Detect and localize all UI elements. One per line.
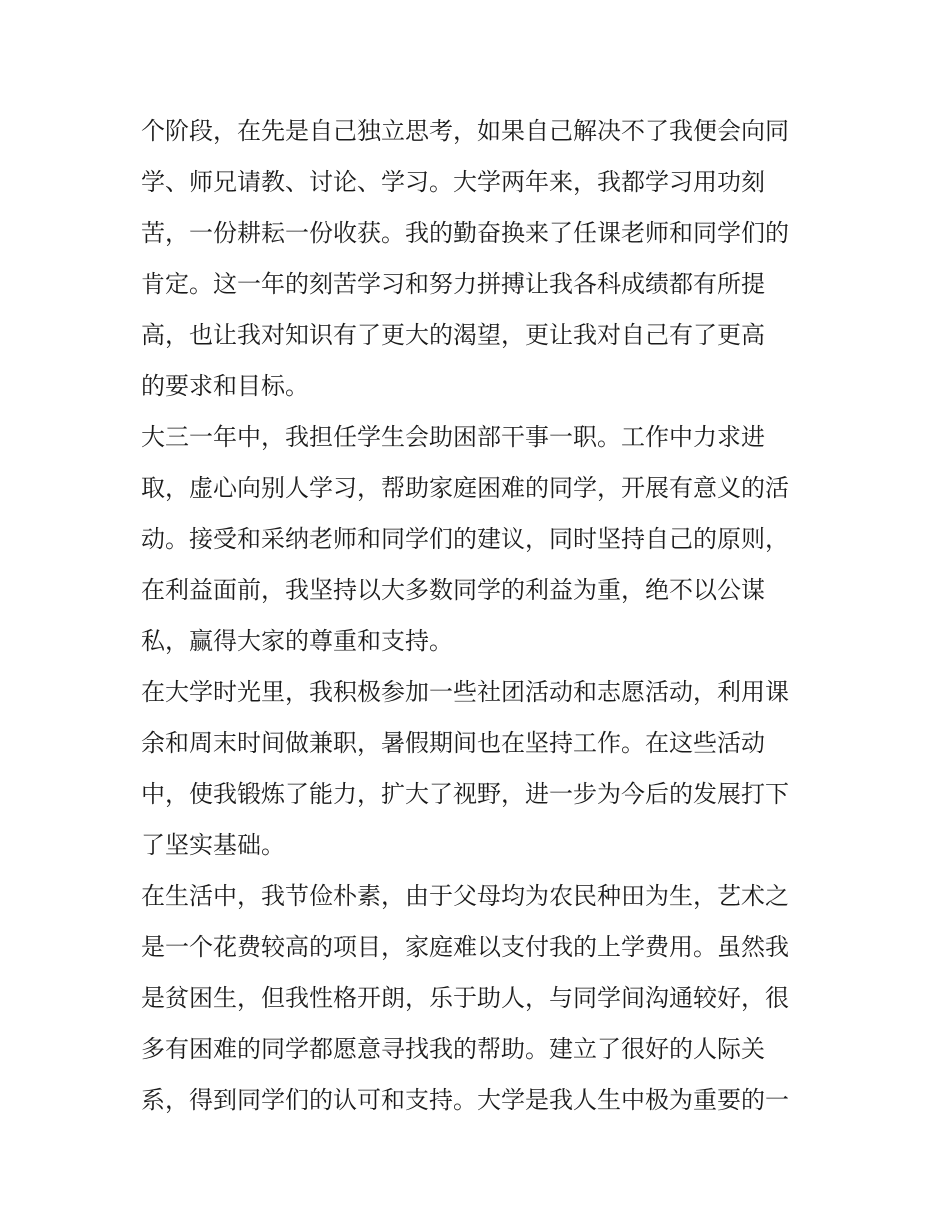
text-line: 苦，一份耕耘一份收获。我的勤奋换来了任课老师和同学们的 (141, 219, 789, 247)
text-line: 中，使我锻炼了能力，扩大了视野，进一步为今后的发展打下 (141, 780, 789, 808)
text-line: 肯定。这一年的刻苦学习和努力拼搏让我各科成绩都有所提 (141, 270, 765, 298)
text-line: 系，得到同学们的认可和支持。大学是我人生中极为重要的一 (141, 1086, 789, 1114)
text-line: 私，赢得大家的尊重和支持。 (141, 627, 453, 655)
text-line: 取，虚心向别人学习，帮助家庭困难的同学，开展有意义的活 (141, 474, 789, 502)
text-line: 大三一年中，我担任学生会助困部干事一职。工作中力求进 (141, 423, 765, 451)
text-line: 在利益面前，我坚持以大多数同学的利益为重，绝不以公谋 (141, 576, 765, 604)
text-line: 的要求和目标。 (141, 372, 309, 400)
text-line: 在生活中，我节俭朴素，由于父母均为农民种田为生，艺术之 (141, 882, 789, 910)
text-line: 多有困难的同学都愿意寻找我的帮助。建立了很好的人际关 (141, 1035, 765, 1063)
text-line: 是贫困生，但我性格开朗，乐于助人，与同学间沟通较好，很 (141, 984, 789, 1012)
text-line: 在大学时光里，我积极参加一些社团活动和志愿活动，利用课 (141, 678, 789, 706)
document-body (141, 106, 821, 1126)
text-line: 个阶段，在先是自己独立思考，如果自己解决不了我便会向同 (141, 117, 789, 145)
text-line: 高，也让我对知识有了更大的渴望，更让我对自己有了更高 (141, 321, 765, 349)
text-line: 余和周末时间做兼职，暑假期间也在坚持工作。在这些活动 (141, 729, 765, 757)
text-line: 了坚实基础。 (141, 831, 285, 859)
text-line: 学、师兄请教、讨论、学习。大学两年来，我都学习用功刻 (141, 168, 765, 196)
text-line: 动。接受和采纳老师和同学们的建议，同时坚持自己的原则， (141, 525, 789, 553)
text-line: 是一个花费较高的项目，家庭难以支付我的上学费用。虽然我 (141, 933, 789, 961)
